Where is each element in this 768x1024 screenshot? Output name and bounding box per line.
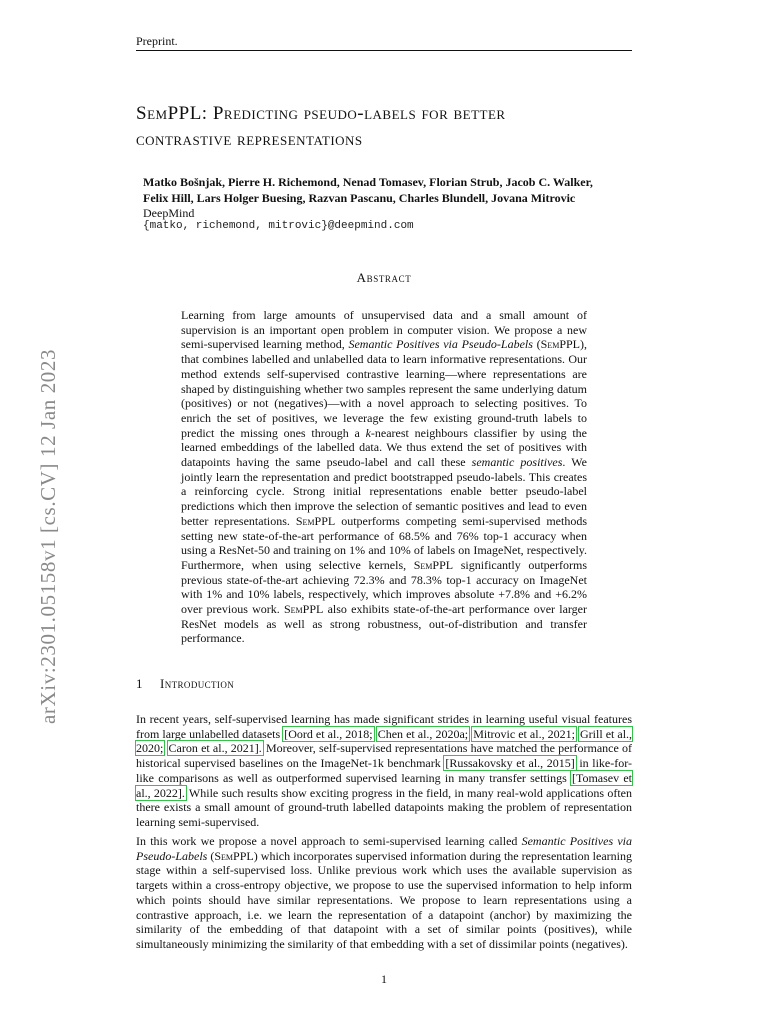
abstract-sentence: significantly outperforms previous state-of-the-art achieving 72.3% and 78.3% top-1 accuracy on ImageNet with 1% and 10% labels, respectively, which improves absolute +7.8% and +6.2% over previous work. (181, 557, 588, 617)
citation-link[interactable]: Grill et al., 2020; (136, 726, 633, 756)
paper-title-line-2: contrastive representations (136, 129, 363, 150)
intro-paragraph-2 (136, 834, 632, 952)
author-list-line-1: Matko Bošnjak, Pierre H. Richemond, Nenad Tomasev, Florian Strub, Jacob C. Walker, (143, 175, 593, 189)
paper-title-line-1: SemPPL: Predicting pseudo-labels for better (136, 103, 506, 124)
paragraph-text: While such results show exciting progress in the field, in many real-wold applications often there exists a small amount of ground-truth labelled datapoints making the problem of representation learning semi-supervised. (136, 785, 632, 829)
citation-link[interactable]: Caron et al., 2021]. (168, 741, 262, 756)
citation-link[interactable]: Chen et al., 2020a; (377, 726, 469, 741)
paragraph-text: ( (207, 848, 215, 863)
arxiv-identifier-stamp[interactable]: arXiv:2301.05158v1 [cs.CV] 12 Jan 2023 (36, 348, 60, 724)
method-acronym: SemPPL (214, 848, 254, 863)
abstract-sentence: also exhibits state-of-the-art performance over larger ResNet models as well as strong robustness, out-of-distribution and transfer performance. (181, 602, 587, 646)
page-number: 1 (381, 972, 387, 986)
paragraph-text: Moreover, self-supervised representations have matched the performance of historical supervised baselines on the ImageNet-1k benchmark (136, 741, 632, 771)
citation-link[interactable]: [Oord et al., 2018; (284, 726, 373, 741)
header-rule (136, 50, 632, 51)
abstract-heading: Abstract (356, 270, 412, 285)
section-number: 1 (136, 676, 143, 691)
method-name-italic: Semantic Positives via Pseudo-Labels (136, 834, 632, 863)
section-title: Introduction (160, 676, 235, 691)
paragraph-text: In recent years, self-supervised learning has made significant strides in learning useful visual features from large unlabelled datasets (136, 712, 632, 741)
k-variable: k (365, 425, 371, 440)
abstract-sentence: ), that combines labelled and unlabelled data to learn informative representations. Our method extends self-supervised contrastive learning—where representations are shaped by distinguishing whether two samples represent the same underlying datum (positives) or not (negatives)—with a novel approach to selecting positives. To enrich the set of positives, we leverage the few existing ground-truth labels to predict the missing ones through a (181, 337, 588, 440)
abstract-sentence: Learning from large amounts of unsupervised data and a small amount of supervision is an important open problem in computer vision. We propose a new semi-supervised learning method, (181, 308, 587, 352)
abstract-sentence: outperforms competing semi-supervised methods setting new state-of-the-art performance of 68.5% and 76% top-1 accuracy when using a ResNet-50 and training on 1% and 10% of labels on ImageNet, respectively. Furthermore, when using selective kernels, (181, 513, 587, 572)
abstract-sentence: -nearest neighbours classifier by using the learned embeddings of the labelled data. We thus extend the set of positives with datapoints having the same pseudo-label and call these (181, 425, 587, 470)
paragraph-text: ) which incorporates supervised information during the representation learning stage within a self-supervised loss. Unlike previous work which uses the available supervision as targets within a cross-entropy objective, we propose to use the supervised information to help inform which points should have similar representations. We propose to learn representations using a contrastive approach, i.e. we learn the representation of a datapoint (anchor) by maximizing the similarity of the embedding of that datapoint with a set of similar points (positives), while simultaneously minimizing the similarity of that embedding with a set of dissimilar points (negatives). (136, 848, 632, 951)
abstract-sentence: ( (532, 337, 541, 352)
method-acronym: SemPPL (295, 513, 336, 528)
section-heading-introduction (136, 676, 234, 692)
method-acronym: SemPPL (413, 557, 454, 572)
citation-link[interactable]: [Russakovsky et al., 2015] (445, 756, 575, 771)
paper-title (136, 101, 636, 153)
author-list (143, 175, 623, 206)
method-acronym: SemPPL (283, 602, 324, 617)
citation-link[interactable]: Mitrovic et al., 2021; (473, 726, 575, 741)
method-name-italic: Semantic Positives via Pseudo-Labels (348, 337, 533, 352)
affiliation: DeepMind (143, 206, 195, 220)
paragraph-text: In this work we propose a novel approach to semi-supervised learning called (136, 834, 522, 848)
paragraph-text: in like-for-like comparisons as well as outperformed supervised learning in many transfer settings (136, 756, 632, 785)
author-emails[interactable]: {matko, richemond, mitrovic}@deepmind.com (143, 220, 414, 232)
abstract-text (181, 308, 587, 646)
method-acronym: SemPPL (540, 337, 581, 352)
author-list-line-2: Felix Hill, Lars Holger Buesing, Razvan Pascanu, Charles Blundell, Jovana Mitrovic (143, 190, 576, 205)
citation-link[interactable]: [Tomasev et al., 2022]. (136, 770, 632, 800)
intro-paragraph-1 (136, 712, 632, 830)
semantic-positives-italic: semantic positives (471, 455, 563, 470)
running-header: Preprint. (136, 34, 178, 48)
abstract-sentence: . We jointly learn the representation and predict bootstrapped pseudo-labels. This creates a reinforcing cycle. Strong initial representations enable better pseudo-label predictions which then improve the selection of semantic positives and lead to even better representations. (181, 455, 587, 528)
